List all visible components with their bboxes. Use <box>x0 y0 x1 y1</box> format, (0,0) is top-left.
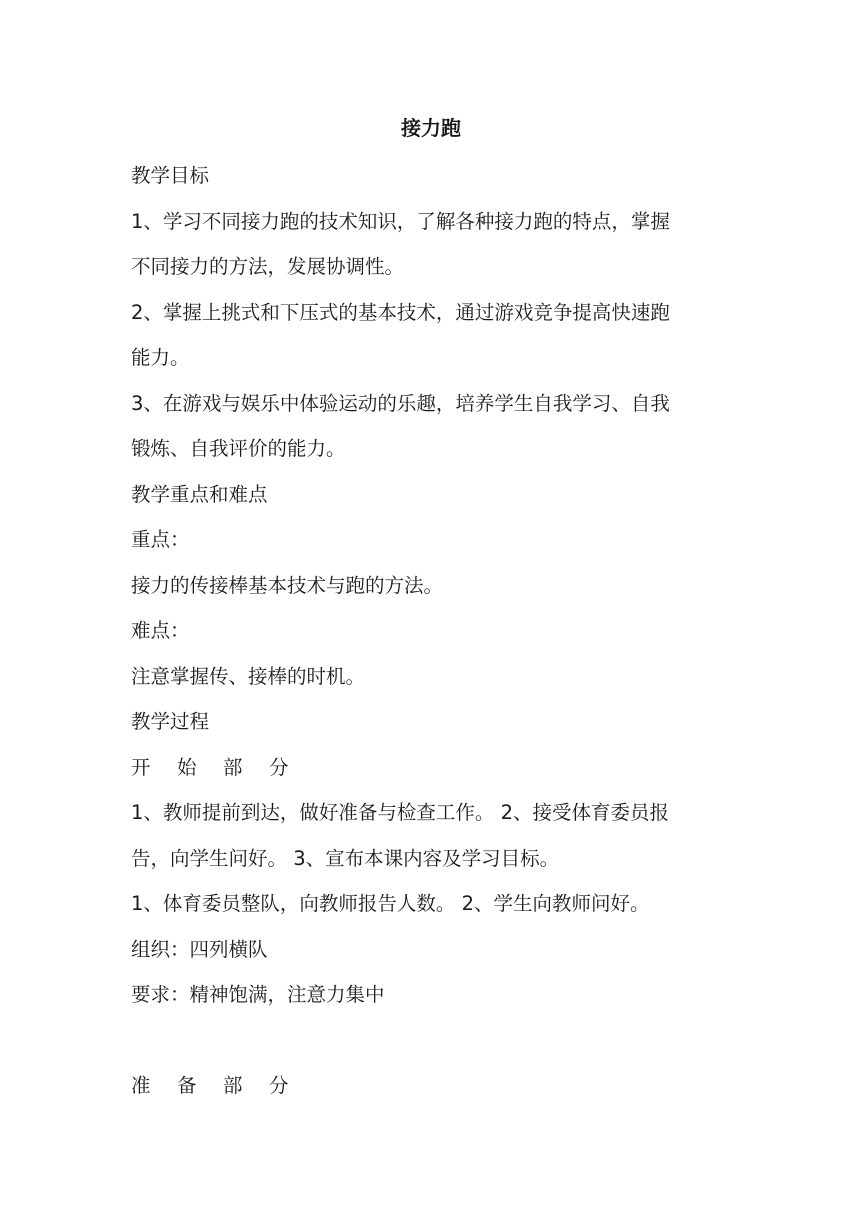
paragraph-line: 1、教师提前到达，做好准备与检查工作。 2、接受体育委员报 <box>131 801 670 824</box>
section-char: 始 <box>177 755 197 779</box>
paragraph-line: 2、掌握上挑式和下压式的基本技术，通过游戏竞争提高快速跑 <box>131 300 670 324</box>
section-char: 备 <box>177 1074 197 1097</box>
paragraph-line: 组织：四列横队 <box>131 937 268 961</box>
section-char: 准 <box>131 1074 151 1097</box>
paragraph-line: 1、体育委员整队，向教师报告人数。 2、学生向教师问好。 <box>131 892 650 915</box>
section-char: 部 <box>223 755 243 779</box>
section-char: 分 <box>269 1074 289 1097</box>
paragraph-line: 不同接力的方法，发展协调性。 <box>131 255 405 278</box>
label-difficulty: 难点： <box>131 619 190 642</box>
heading-teaching-process: 教学过程 <box>131 710 210 733</box>
section-char: 部 <box>223 1074 243 1097</box>
paragraph-line: 告，向学生问好。 3、宣布本课内容及学习目标。 <box>131 846 560 870</box>
paragraph-line: 锻炼、自我评价的能力。 <box>131 437 346 460</box>
paragraph-line: 3、在游戏与娱乐中体验运动的乐趣，培养学生自我学习、自我 <box>131 391 670 415</box>
section-heading-start <box>131 745 731 791</box>
document-body <box>131 108 731 1109</box>
section-heading-prepare <box>131 1063 731 1109</box>
paragraph-line: 注意掌握传、接棒的时机。 <box>131 664 366 688</box>
heading-key-points: 教学重点和难点 <box>131 482 268 506</box>
section-char: 分 <box>269 755 289 779</box>
blank-line <box>131 1018 731 1064</box>
paragraph-line: 要求：精神饱满，注意力集中 <box>131 983 385 1006</box>
paragraph-line: 接力的传接棒基本技术与跑的方法。 <box>131 573 444 597</box>
paragraph-line: 能力。 <box>131 346 190 369</box>
document-title: 接力跑 <box>401 116 461 140</box>
label-key-point: 重点： <box>131 528 190 551</box>
section-char: 开 <box>131 755 151 779</box>
heading-teaching-goals: 教学目标 <box>131 164 210 187</box>
paragraph-line: 1、学习不同接力跑的技术知识，了解各种接力跑的特点，掌握 <box>131 209 670 233</box>
